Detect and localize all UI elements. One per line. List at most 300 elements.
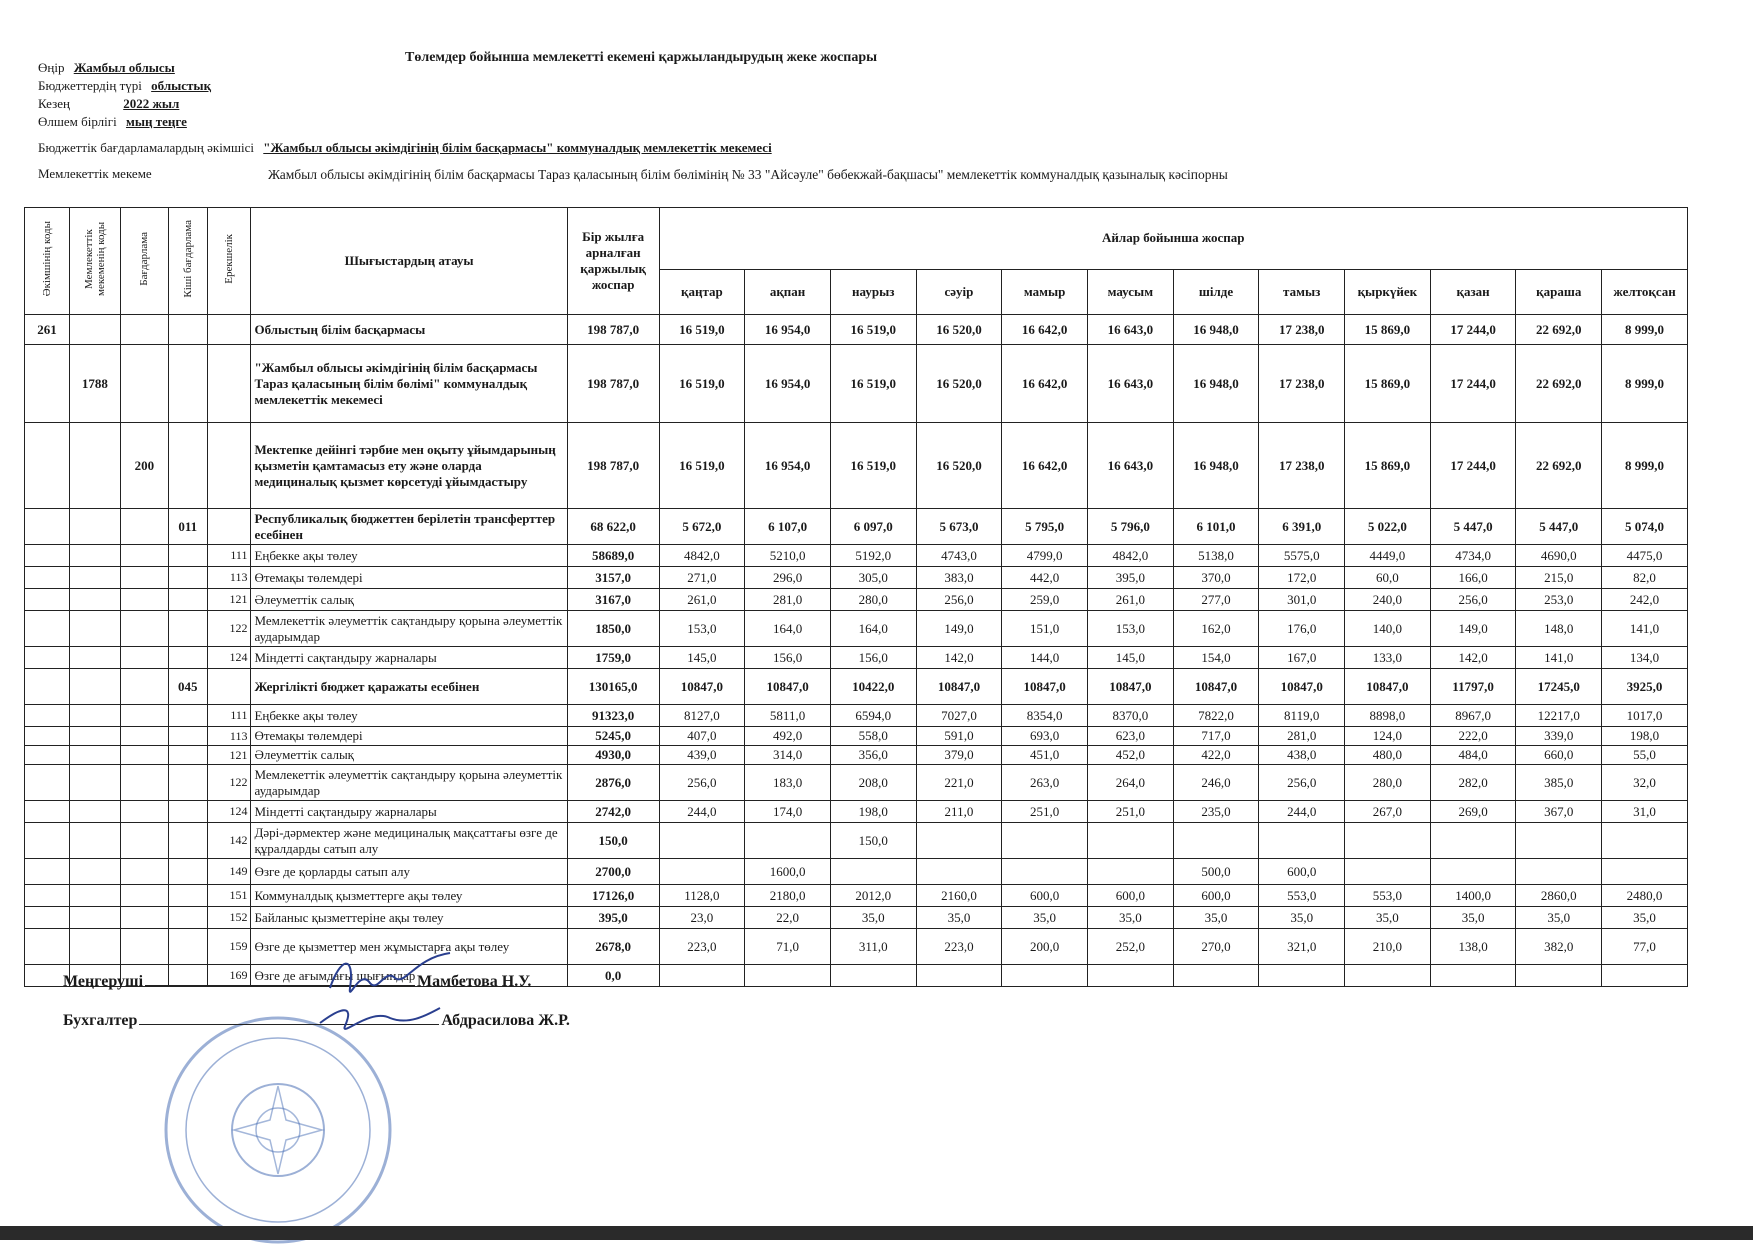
subprogram-code-cell <box>168 907 207 929</box>
month-value-cell <box>1602 965 1688 987</box>
month-value-cell: 153,0 <box>1087 611 1173 647</box>
month-value-cell: 166,0 <box>1430 567 1516 589</box>
month-value-cell: 16 948,0 <box>1173 345 1259 423</box>
month-value-cell: 138,0 <box>1430 929 1516 965</box>
header-expense-name: Шығыстардың атауы <box>251 208 567 315</box>
annual-total-cell: 2876,0 <box>567 765 659 801</box>
table-row <box>25 859 1688 885</box>
month-value-cell: 267,0 <box>1345 801 1431 823</box>
month-value-cell <box>1345 965 1431 987</box>
region-value: Жамбыл облысы <box>73 60 175 75</box>
month-value-cell: 256,0 <box>1430 589 1516 611</box>
financing-plan-table <box>24 207 1688 987</box>
month-value-cell <box>1516 859 1602 885</box>
expense-name-cell: Мемлекеттік әлеуметтік сақтандыру қорына әлеуметтік аударымдар <box>251 765 567 801</box>
month-value-cell: 1128,0 <box>659 885 745 907</box>
month-value-cell: 367,0 <box>1516 801 1602 823</box>
month-value-cell: 5192,0 <box>830 545 916 567</box>
month-value-cell: 7027,0 <box>916 705 1002 727</box>
month-value-cell <box>1516 823 1602 859</box>
program-code-cell <box>120 589 168 611</box>
month-value-cell: 5 447,0 <box>1430 509 1516 545</box>
month-value-cell: 11797,0 <box>1430 669 1516 705</box>
month-value-cell: 271,0 <box>659 567 745 589</box>
month-value-cell: 270,0 <box>1173 929 1259 965</box>
specific-code-cell: 169 <box>207 965 251 987</box>
header-month-5: мамыр <box>1002 269 1088 314</box>
month-value-cell: 16 642,0 <box>1002 423 1088 509</box>
specific-code-cell: 152 <box>207 907 251 929</box>
institution-code-cell <box>69 823 120 859</box>
month-value-cell: 2480,0 <box>1602 885 1688 907</box>
month-value-cell: 256,0 <box>916 589 1002 611</box>
table-row <box>25 589 1688 611</box>
specific-code-cell: 124 <box>207 801 251 823</box>
month-value-cell: 10847,0 <box>745 669 831 705</box>
month-value-cell <box>1345 859 1431 885</box>
month-value-cell <box>1602 823 1688 859</box>
month-value-cell: 16 642,0 <box>1002 345 1088 423</box>
month-value-cell: 172,0 <box>1259 567 1345 589</box>
administrator-value: "Жамбыл облысы әкімдігінің білім басқармасы" коммуналдық мемлекеттік мекемесі <box>263 140 772 155</box>
institution-code-cell <box>69 647 120 669</box>
month-value-cell: 6 391,0 <box>1259 509 1345 545</box>
month-value-cell: 282,0 <box>1430 765 1516 801</box>
month-value-cell: 16 520,0 <box>916 345 1002 423</box>
program-code-cell <box>120 823 168 859</box>
month-value-cell: 8119,0 <box>1259 705 1345 727</box>
annual-total-cell: 68 622,0 <box>567 509 659 545</box>
month-value-cell: 6594,0 <box>830 705 916 727</box>
admin-code-cell <box>25 801 70 823</box>
table-row <box>25 567 1688 589</box>
month-value-cell <box>916 965 1002 987</box>
table-row <box>25 929 1688 965</box>
month-value-cell <box>1516 965 1602 987</box>
month-value-cell: 2012,0 <box>830 885 916 907</box>
admin-code-cell <box>25 929 70 965</box>
month-value-cell: 281,0 <box>1259 727 1345 746</box>
month-value-cell: 600,0 <box>1259 859 1345 885</box>
month-value-cell: 17245,0 <box>1516 669 1602 705</box>
program-code-cell <box>120 315 168 345</box>
month-value-cell: 395,0 <box>1087 567 1173 589</box>
institution-value: Жамбыл облысы әкімдігінің білім басқармасы Тараз қаласының білім бөлімінің № 33 "Айсәуле" бөбекжай-бақшасы" мемлекеттік коммуналдық қазыналық кәсіпорны <box>268 167 1228 182</box>
admin-code-cell <box>25 727 70 746</box>
month-value-cell: 12217,0 <box>1516 705 1602 727</box>
month-value-cell: 156,0 <box>830 647 916 669</box>
month-value-cell: 164,0 <box>745 611 831 647</box>
period-value: 2022 жыл <box>123 96 180 111</box>
month-value-cell: 240,0 <box>1345 589 1431 611</box>
month-value-cell <box>916 823 1002 859</box>
month-value-cell <box>1259 965 1345 987</box>
header-program: Бағдарлама <box>120 208 168 315</box>
month-value-cell <box>830 859 916 885</box>
expense-name-cell: Өзге де ағымдағы шығындар <box>251 965 567 987</box>
month-value-cell <box>1173 823 1259 859</box>
specific-code-cell: 159 <box>207 929 251 965</box>
month-value-cell: 22 692,0 <box>1516 423 1602 509</box>
program-code-cell <box>120 509 168 545</box>
annual-total-cell: 1850,0 <box>567 611 659 647</box>
month-value-cell <box>1173 965 1259 987</box>
subprogram-code-cell <box>168 567 207 589</box>
month-value-cell: 5 447,0 <box>1516 509 1602 545</box>
month-value-cell: 134,0 <box>1602 647 1688 669</box>
table-row <box>25 647 1688 669</box>
month-value-cell: 600,0 <box>1173 885 1259 907</box>
institution-code-cell <box>69 765 120 801</box>
subprogram-code-cell <box>168 746 207 765</box>
month-value-cell: 22 692,0 <box>1516 345 1602 423</box>
month-value-cell: 5 795,0 <box>1002 509 1088 545</box>
month-value-cell: 8370,0 <box>1087 705 1173 727</box>
expense-name-cell: Мемлекеттік әлеуметтік сақтандыру қорына әлеуметтік аударымдар <box>251 611 567 647</box>
month-value-cell: 31,0 <box>1602 801 1688 823</box>
expense-name-cell: Міндетті сақтандыру жарналары <box>251 801 567 823</box>
admin-code-cell <box>25 423 70 509</box>
month-value-cell: 22,0 <box>745 907 831 929</box>
table-row <box>25 801 1688 823</box>
annual-total-cell: 150,0 <box>567 823 659 859</box>
month-value-cell: 253,0 <box>1516 589 1602 611</box>
month-value-cell: 222,0 <box>1430 727 1516 746</box>
header-month-12: желтоқсан <box>1602 269 1688 314</box>
subprogram-code-cell: 045 <box>168 669 207 705</box>
program-code-cell <box>120 727 168 746</box>
month-value-cell: 16 642,0 <box>1002 315 1088 345</box>
annual-total-cell: 3157,0 <box>567 567 659 589</box>
month-value-cell: 17 238,0 <box>1259 315 1345 345</box>
annual-total-cell: 91323,0 <box>567 705 659 727</box>
month-value-cell: 17 244,0 <box>1430 315 1516 345</box>
month-value-cell: 660,0 <box>1516 746 1602 765</box>
admin-code-cell <box>25 509 70 545</box>
month-value-cell: 151,0 <box>1002 611 1088 647</box>
month-value-cell <box>1345 823 1431 859</box>
specific-code-cell: 113 <box>207 567 251 589</box>
month-value-cell: 256,0 <box>659 765 745 801</box>
program-code-cell <box>120 567 168 589</box>
month-value-cell: 261,0 <box>659 589 745 611</box>
month-value-cell: 17 244,0 <box>1430 423 1516 509</box>
institution-code-cell <box>69 589 120 611</box>
month-value-cell: 281,0 <box>745 589 831 611</box>
month-value-cell: 223,0 <box>916 929 1002 965</box>
institution-code-cell <box>69 611 120 647</box>
table-row <box>25 885 1688 907</box>
month-value-cell: 356,0 <box>830 746 916 765</box>
month-value-cell: 200,0 <box>1002 929 1088 965</box>
annual-total-cell: 395,0 <box>567 907 659 929</box>
month-value-cell: 133,0 <box>1345 647 1431 669</box>
month-value-cell: 553,0 <box>1259 885 1345 907</box>
month-value-cell: 6 101,0 <box>1173 509 1259 545</box>
month-value-cell <box>745 823 831 859</box>
month-value-cell: 71,0 <box>745 929 831 965</box>
table-row <box>25 765 1688 801</box>
month-value-cell: 5 672,0 <box>659 509 745 545</box>
subprogram-code-cell <box>168 315 207 345</box>
month-value-cell: 314,0 <box>745 746 831 765</box>
month-value-cell: 16 519,0 <box>830 345 916 423</box>
month-value-cell: 174,0 <box>745 801 831 823</box>
month-value-cell: 167,0 <box>1259 647 1345 669</box>
subprogram-code-cell <box>168 859 207 885</box>
month-value-cell: 35,0 <box>1516 907 1602 929</box>
program-code-cell <box>120 885 168 907</box>
table-row <box>25 509 1688 545</box>
region-label: Өңір <box>38 60 65 75</box>
month-value-cell: 442,0 <box>1002 567 1088 589</box>
header-monthly-plan: Айлар бойынша жоспар <box>659 208 1687 270</box>
month-value-cell: 244,0 <box>1259 801 1345 823</box>
header-month-6: маусым <box>1087 269 1173 314</box>
month-value-cell: 223,0 <box>659 929 745 965</box>
month-value-cell: 5811,0 <box>745 705 831 727</box>
subprogram-code-cell <box>168 823 207 859</box>
admin-code-cell <box>25 907 70 929</box>
month-value-cell: 246,0 <box>1173 765 1259 801</box>
month-value-cell: 149,0 <box>1430 611 1516 647</box>
month-value-cell: 8898,0 <box>1345 705 1431 727</box>
month-value-cell: 4842,0 <box>659 545 745 567</box>
table-row <box>25 669 1688 705</box>
month-value-cell: 3925,0 <box>1602 669 1688 705</box>
header-month-8: тамыз <box>1259 269 1345 314</box>
header-subprogram: Кіші бағдарлама <box>168 208 207 315</box>
month-value-cell: 261,0 <box>1087 589 1173 611</box>
unit-line <box>38 114 187 130</box>
month-value-cell: 500,0 <box>1173 859 1259 885</box>
month-value-cell: 4799,0 <box>1002 545 1088 567</box>
table-row <box>25 611 1688 647</box>
annual-total-cell: 130165,0 <box>567 669 659 705</box>
month-value-cell: 183,0 <box>745 765 831 801</box>
admin-code-cell <box>25 669 70 705</box>
month-value-cell: 301,0 <box>1259 589 1345 611</box>
subprogram-code-cell <box>168 589 207 611</box>
annual-total-cell: 198 787,0 <box>567 315 659 345</box>
month-value-cell <box>1087 823 1173 859</box>
annual-total-cell: 58689,0 <box>567 545 659 567</box>
month-value-cell: 296,0 <box>745 567 831 589</box>
month-value-cell <box>659 965 745 987</box>
month-value-cell <box>1087 859 1173 885</box>
admin-code-cell <box>25 345 70 423</box>
month-value-cell: 35,0 <box>1259 907 1345 929</box>
month-value-cell: 5138,0 <box>1173 545 1259 567</box>
expense-name-cell: Мектепке дейінгі тәрбие мен оқыту ұйымдарының қызметін қамтамасыз ету және оларда медициналық қызмет көрсетуді ұйымдастыру <box>251 423 567 509</box>
specific-code-cell <box>207 315 251 345</box>
month-value-cell <box>1002 859 1088 885</box>
month-value-cell: 198,0 <box>830 801 916 823</box>
month-value-cell: 10847,0 <box>659 669 745 705</box>
month-value-cell: 142,0 <box>1430 647 1516 669</box>
institution-code-cell <box>69 509 120 545</box>
program-code-cell <box>120 746 168 765</box>
month-value-cell: 10847,0 <box>1087 669 1173 705</box>
expense-name-cell: Міндетті сақтандыру жарналары <box>251 647 567 669</box>
month-value-cell <box>659 823 745 859</box>
annual-total-cell: 0,0 <box>567 965 659 987</box>
month-value-cell: 154,0 <box>1173 647 1259 669</box>
subprogram-code-cell <box>168 801 207 823</box>
month-value-cell: 10847,0 <box>1259 669 1345 705</box>
region-line <box>38 60 175 76</box>
month-value-cell <box>830 965 916 987</box>
month-value-cell: 211,0 <box>916 801 1002 823</box>
month-value-cell: 35,0 <box>916 907 1002 929</box>
program-code-cell <box>120 705 168 727</box>
program-code-cell <box>120 907 168 929</box>
month-value-cell: 16 948,0 <box>1173 423 1259 509</box>
month-value-cell: 162,0 <box>1173 611 1259 647</box>
month-value-cell: 2860,0 <box>1516 885 1602 907</box>
month-value-cell: 23,0 <box>659 907 745 929</box>
month-value-cell: 4842,0 <box>1087 545 1173 567</box>
month-value-cell: 591,0 <box>916 727 1002 746</box>
month-value-cell: 148,0 <box>1516 611 1602 647</box>
admin-code-cell <box>25 611 70 647</box>
header-specific: Ерекшелік <box>207 208 251 315</box>
month-value-cell <box>1259 823 1345 859</box>
month-value-cell: 15 869,0 <box>1345 315 1431 345</box>
month-value-cell: 600,0 <box>1087 885 1173 907</box>
header-month-4: сәуір <box>916 269 1002 314</box>
table-row <box>25 315 1688 345</box>
subprogram-code-cell <box>168 423 207 509</box>
administrator-line <box>38 140 772 156</box>
month-value-cell: 16 519,0 <box>659 315 745 345</box>
month-value-cell: 8 999,0 <box>1602 345 1688 423</box>
month-value-cell: 4743,0 <box>916 545 1002 567</box>
month-value-cell: 15 869,0 <box>1345 423 1431 509</box>
month-value-cell: 82,0 <box>1602 567 1688 589</box>
month-value-cell: 15 869,0 <box>1345 345 1431 423</box>
admin-code-cell <box>25 647 70 669</box>
institution-code-cell <box>69 567 120 589</box>
month-value-cell: 16 520,0 <box>916 423 1002 509</box>
admin-code-cell: 261 <box>25 315 70 345</box>
month-value-cell: 382,0 <box>1516 929 1602 965</box>
month-value-cell: 17 244,0 <box>1430 345 1516 423</box>
institution-code-cell <box>69 423 120 509</box>
month-value-cell: 1600,0 <box>745 859 831 885</box>
month-value-cell: 383,0 <box>916 567 1002 589</box>
subprogram-code-cell <box>168 705 207 727</box>
annual-total-cell: 2742,0 <box>567 801 659 823</box>
specific-code-cell: 142 <box>207 823 251 859</box>
month-value-cell: 439,0 <box>659 746 745 765</box>
month-value-cell: 208,0 <box>830 765 916 801</box>
handwritten-signatures <box>300 948 460 1048</box>
expense-name-cell: Әлеуметтік салық <box>251 589 567 611</box>
institution-code-cell <box>69 315 120 345</box>
month-value-cell: 35,0 <box>830 907 916 929</box>
month-value-cell <box>1602 859 1688 885</box>
subprogram-code-cell <box>168 727 207 746</box>
month-value-cell: 215,0 <box>1516 567 1602 589</box>
institution-code-cell <box>69 727 120 746</box>
subprogram-code-cell <box>168 545 207 567</box>
month-value-cell: 269,0 <box>1430 801 1516 823</box>
program-code-cell <box>120 801 168 823</box>
admin-code-cell <box>25 545 70 567</box>
month-value-cell: 16 643,0 <box>1087 423 1173 509</box>
expense-name-cell: Облыстың білім басқармасы <box>251 315 567 345</box>
specific-code-cell <box>207 669 251 705</box>
month-value-cell: 558,0 <box>830 727 916 746</box>
header-month-11: қараша <box>1516 269 1602 314</box>
admin-code-cell <box>25 765 70 801</box>
month-value-cell: 35,0 <box>1173 907 1259 929</box>
month-value-cell: 142,0 <box>916 647 1002 669</box>
subprogram-code-cell <box>168 647 207 669</box>
expense-name-cell: Өтемақы төлемдері <box>251 727 567 746</box>
month-value-cell: 600,0 <box>1002 885 1088 907</box>
annual-total-cell: 2678,0 <box>567 929 659 965</box>
subprogram-code-cell <box>168 885 207 907</box>
month-value-cell: 4475,0 <box>1602 545 1688 567</box>
month-value-cell: 407,0 <box>659 727 745 746</box>
month-value-cell: 5 074,0 <box>1602 509 1688 545</box>
month-value-cell: 10422,0 <box>830 669 916 705</box>
institution-code-cell <box>69 545 120 567</box>
month-value-cell: 8354,0 <box>1002 705 1088 727</box>
month-value-cell: 438,0 <box>1259 746 1345 765</box>
month-value-cell: 35,0 <box>1002 907 1088 929</box>
annual-total-cell: 5245,0 <box>567 727 659 746</box>
month-value-cell: 251,0 <box>1002 801 1088 823</box>
annual-total-cell: 3167,0 <box>567 589 659 611</box>
month-value-cell: 140,0 <box>1345 611 1431 647</box>
month-value-cell <box>1430 823 1516 859</box>
specific-code-cell <box>207 423 251 509</box>
month-value-cell: 280,0 <box>1345 765 1431 801</box>
month-value-cell: 717,0 <box>1173 727 1259 746</box>
admin-code-cell <box>25 567 70 589</box>
institution-code-cell <box>69 859 120 885</box>
month-value-cell: 4449,0 <box>1345 545 1431 567</box>
institution-code-cell <box>69 885 120 907</box>
specific-code-cell: 121 <box>207 589 251 611</box>
subprogram-code-cell <box>168 929 207 965</box>
month-value-cell: 2180,0 <box>745 885 831 907</box>
month-value-cell: 451,0 <box>1002 746 1088 765</box>
month-value-cell: 176,0 <box>1259 611 1345 647</box>
month-value-cell: 8967,0 <box>1430 705 1516 727</box>
subprogram-code-cell: 011 <box>168 509 207 545</box>
admin-code-cell <box>25 823 70 859</box>
month-value-cell: 16 519,0 <box>659 345 745 423</box>
accountant-name: Абдрасилова Ж.Р. <box>441 1012 570 1029</box>
month-value-cell <box>1002 965 1088 987</box>
month-value-cell: 164,0 <box>830 611 916 647</box>
admin-code-cell <box>25 859 70 885</box>
month-value-cell: 1017,0 <box>1602 705 1688 727</box>
month-value-cell: 124,0 <box>1345 727 1431 746</box>
month-value-cell: 8127,0 <box>659 705 745 727</box>
annual-total-cell: 17126,0 <box>567 885 659 907</box>
month-value-cell: 422,0 <box>1173 746 1259 765</box>
month-value-cell: 339,0 <box>1516 727 1602 746</box>
month-value-cell: 17 238,0 <box>1259 423 1345 509</box>
month-value-cell: 277,0 <box>1173 589 1259 611</box>
month-value-cell: 210,0 <box>1345 929 1431 965</box>
month-value-cell <box>1430 965 1516 987</box>
